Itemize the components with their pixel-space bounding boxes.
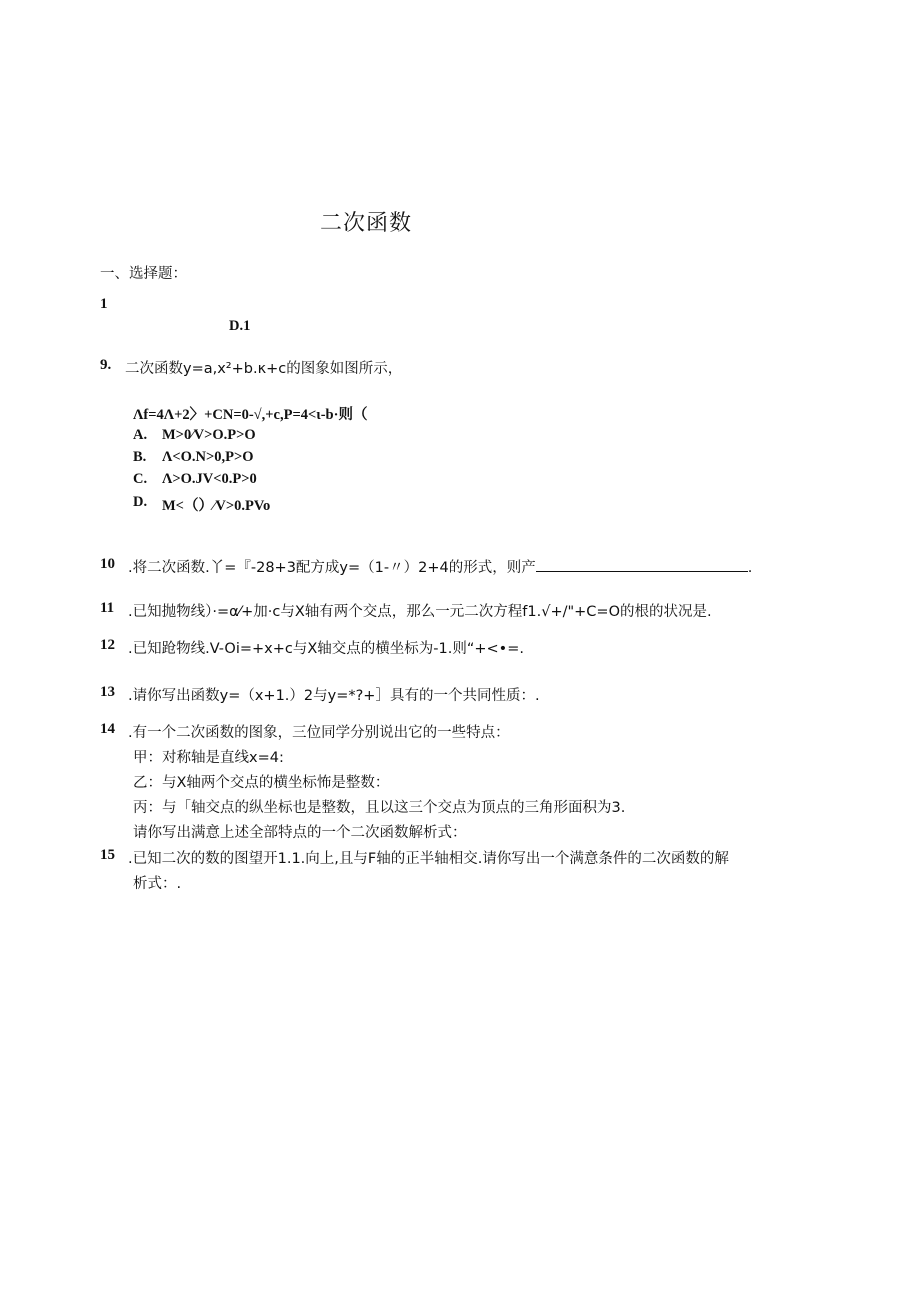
question-number: 11 <box>100 600 115 616</box>
question-text: .已知二次的数的图望开1.1.向上,且与F轴的正半轴相交.请你写出一个满意条件的二次函数的解 <box>128 851 729 867</box>
question-text: .请你写出函数y=（x+1.）2与y=*?+］具有的一个共同性质：. <box>128 688 540 704</box>
question-number: 15 <box>100 847 115 863</box>
question-text: .已知抛物线）·=α⁄+加·c与X轴有两个交点，那么一元二次方程f1.√+/"+C=O的根的状况是. <box>128 604 712 620</box>
question-line: 乙：与X轴两个交点的横坐标怖是整数： <box>133 775 390 791</box>
question-line: 请你写出满意上述全部特点的一个二次函数解析式： <box>133 825 467 841</box>
question-number: 14 <box>100 721 115 737</box>
question-number: 13 <box>100 684 115 700</box>
option-label: B. <box>133 449 147 465</box>
answer-blank[interactable] <box>536 557 748 572</box>
question-text: 二次函数y=a,x²+b.κ+c的图象如图所示， <box>125 361 403 377</box>
question-number: 10 <box>100 556 115 572</box>
section-heading: 一、选择题： <box>100 266 187 282</box>
question-text: .有一个二次函数的图象，三位同学分别说出它的一些特点： <box>128 725 510 741</box>
option-text: Λ<O.N>0,P>O <box>162 449 254 465</box>
question-number: 12 <box>100 637 115 653</box>
option-text: Λ>O.JV<0.P>0 <box>162 471 257 487</box>
question-text: .已知跄物线.V-Oi=+x+c与X轴交点的横坐标为-1.则“+<•=. <box>128 641 524 657</box>
option-text: M<（）⁄V>0.PVo <box>162 498 271 514</box>
page-title: 二次函数 <box>320 211 413 236</box>
question-text <box>128 556 752 577</box>
question-text-body: .将二次函数.丫=『-28+3配方成y=（1-〃）2+4的形式，则产 <box>128 560 536 576</box>
question-number: 1 <box>100 296 108 312</box>
option-label: C. <box>133 471 148 487</box>
question-line: 丙：与「轴交点的纵坐标也是整数，且以这三个交点为顶点的三角形面积为3. <box>133 800 626 816</box>
question-line: 甲：对称轴是直线x=4: <box>133 750 284 766</box>
question-number: 9. <box>100 357 112 373</box>
question-text-continued: 析式：. <box>133 876 182 892</box>
option-label: D. <box>133 494 148 510</box>
question-end-mark: . <box>747 560 753 576</box>
option-text: M>0⁄V>O.P>O <box>162 427 256 443</box>
option-label: A. <box>133 427 148 443</box>
answer-option: D.1 <box>229 318 251 334</box>
question-condition: Λf=4Λ+2〉+CN=0-√,+c,P=4<ι-b·则（ <box>133 407 368 423</box>
